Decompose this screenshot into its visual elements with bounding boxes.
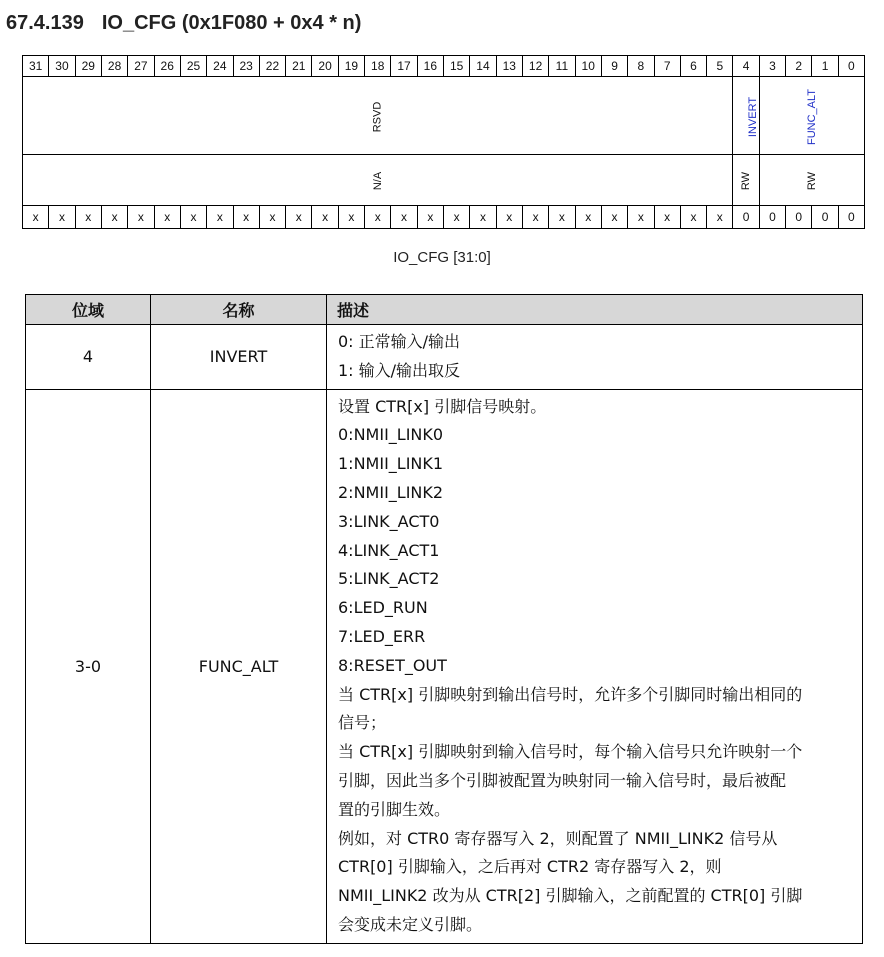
bit-number: 2 <box>786 56 812 77</box>
reset-value: x <box>391 206 417 229</box>
reset-value: x <box>549 206 575 229</box>
register-caption: IO_CFG [31:0] <box>393 249 491 266</box>
reset-value: x <box>628 206 654 229</box>
field-access-row <box>23 155 865 206</box>
bit-number: 29 <box>75 56 101 77</box>
bit-number: 4 <box>733 56 759 77</box>
row-name: INVERT <box>151 325 327 390</box>
access-func-alt <box>759 155 864 206</box>
bit-number: 1 <box>812 56 838 77</box>
bit-number: 25 <box>180 56 206 77</box>
register-name: IO_CFG (0x1F080 + 0x4 * n) <box>101 12 362 34</box>
access-label-func-alt: RW <box>805 171 818 191</box>
access-label-invert: RW <box>740 171 753 191</box>
description-line: 8:RESET_OUT <box>338 655 447 675</box>
bit-number: 22 <box>259 56 285 77</box>
reset-value: x <box>417 206 443 229</box>
bit-number: 16 <box>417 56 443 77</box>
reset-value: x <box>180 206 206 229</box>
reset-value: x <box>654 206 680 229</box>
bit-number: 9 <box>601 56 627 77</box>
bit-number: 17 <box>391 56 417 77</box>
reset-value: 0 <box>759 206 785 229</box>
bit-number: 21 <box>286 56 312 77</box>
reset-value: 0 <box>812 206 838 229</box>
field-name-invert: INVERT <box>747 96 760 137</box>
reset-value: x <box>470 206 496 229</box>
field-name-rsvd: RSVD <box>371 101 384 132</box>
reset-value: x <box>128 206 154 229</box>
bit-number: 30 <box>49 56 75 77</box>
field-name-row <box>23 77 865 155</box>
description-line: 信号； <box>338 713 387 733</box>
access-rsvd <box>23 155 733 206</box>
reset-value: x <box>259 206 285 229</box>
description-line: 5:LINK_ACT2 <box>338 569 440 589</box>
field-name-func-alt: FUNC_ALT <box>805 88 818 145</box>
header-desc: 描述 <box>327 295 863 325</box>
reset-value: x <box>154 206 180 229</box>
reset-value: x <box>23 206 49 229</box>
section-number: 67.4.139 <box>6 12 84 34</box>
reset-value: 0 <box>838 206 864 229</box>
header-bits: 位域 <box>26 295 151 325</box>
access-label-rsvd: N/A <box>371 171 384 191</box>
description-line: NMII_LINK2 改为从 CTR[2] 引脚输入，之前配置的 CTR[0] 引脚 <box>338 886 803 906</box>
reset-value-row <box>23 206 865 229</box>
reset-value: x <box>575 206 601 229</box>
reset-value: x <box>707 206 733 229</box>
reset-value: x <box>207 206 233 229</box>
bit-number: 23 <box>233 56 259 77</box>
description-line: 当 CTR[x] 引脚映射到输出信号时，允许多个引脚同时输出相同的 <box>338 684 803 704</box>
description-line: 4:LINK_ACT1 <box>338 540 440 560</box>
bit-number: 27 <box>128 56 154 77</box>
reset-value: x <box>496 206 522 229</box>
description-line: 3:LINK_ACT0 <box>338 511 440 531</box>
reset-value: x <box>101 206 127 229</box>
bit-number: 7 <box>654 56 680 77</box>
table-row <box>26 389 863 943</box>
field-invert <box>733 77 759 155</box>
description-line: 设置 CTR[x] 引脚信号映射。 <box>338 396 547 416</box>
row-bits: 4 <box>26 325 151 390</box>
reset-value: x <box>444 206 470 229</box>
reset-value: x <box>338 206 364 229</box>
reset-value: x <box>522 206 548 229</box>
reset-value: x <box>312 206 338 229</box>
description-line: 置的引脚生效。 <box>338 799 451 819</box>
bit-number: 11 <box>549 56 575 77</box>
table-row <box>26 325 863 390</box>
description-line: 2:NMII_LINK2 <box>338 482 444 502</box>
description-line: 1: 输入/输出取反 <box>338 360 461 380</box>
bit-number: 15 <box>444 56 470 77</box>
reset-value: x <box>233 206 259 229</box>
reset-value: x <box>49 206 75 229</box>
bit-number-row <box>23 56 865 77</box>
description-line: 0: 正常输入/输出 <box>338 332 461 351</box>
row-description <box>327 325 863 390</box>
description-lines <box>327 390 862 943</box>
table-header-row <box>26 295 863 325</box>
reset-value: x <box>601 206 627 229</box>
description-line: 6:LED_RUN <box>338 598 428 618</box>
bit-number: 14 <box>470 56 496 77</box>
access-invert <box>733 155 759 206</box>
header-name: 名称 <box>151 295 327 325</box>
description-line: 1:NMII_LINK1 <box>338 454 444 474</box>
bit-number: 3 <box>759 56 785 77</box>
reset-value: x <box>286 206 312 229</box>
row-bits: 3-0 <box>26 389 151 943</box>
bit-number: 19 <box>338 56 364 77</box>
description-line: 当 CTR[x] 引脚映射到输入信号时，每个输入信号只允许映射一个 <box>338 742 803 762</box>
description-line: 0:NMII_LINK0 <box>338 425 444 445</box>
reset-value: x <box>365 206 391 229</box>
row-name: FUNC_ALT <box>151 389 327 943</box>
bit-number: 10 <box>575 56 601 77</box>
reset-value: x <box>75 206 101 229</box>
bit-number: 6 <box>680 56 706 77</box>
bit-number: 8 <box>628 56 654 77</box>
bit-number: 12 <box>522 56 548 77</box>
bit-number: 31 <box>23 56 49 77</box>
bit-number: 24 <box>207 56 233 77</box>
bit-number: 13 <box>496 56 522 77</box>
register-bit-diagram <box>22 55 865 229</box>
description-line: CTR[0] 引脚输入，之后再对 CTR2 寄存器写入 2，则 <box>338 857 722 877</box>
description-line: 7:LED_ERR <box>338 626 426 646</box>
description-line: 引脚，因此当多个引脚被配置为映射同一输入信号时，最后被配 <box>338 770 787 790</box>
bit-number: 5 <box>707 56 733 77</box>
bit-number: 0 <box>838 56 864 77</box>
reset-value: 0 <box>733 206 759 229</box>
description-line: 会变成未定义引脚。 <box>338 914 483 934</box>
field-rsvd <box>23 77 733 155</box>
reset-value: x <box>680 206 706 229</box>
bit-number: 28 <box>101 56 127 77</box>
reset-value: 0 <box>786 206 812 229</box>
bit-number: 20 <box>312 56 338 77</box>
row-description <box>327 389 863 943</box>
bit-number: 26 <box>154 56 180 77</box>
description-lines <box>327 325 862 389</box>
field-func-alt <box>759 77 864 155</box>
bit-number: 18 <box>365 56 391 77</box>
description-line: 例如，对 CTR0 寄存器写入 2，则配置了 NMII_LINK2 信号从 <box>338 828 778 848</box>
section-title <box>6 12 361 35</box>
field-description-table <box>25 294 863 944</box>
